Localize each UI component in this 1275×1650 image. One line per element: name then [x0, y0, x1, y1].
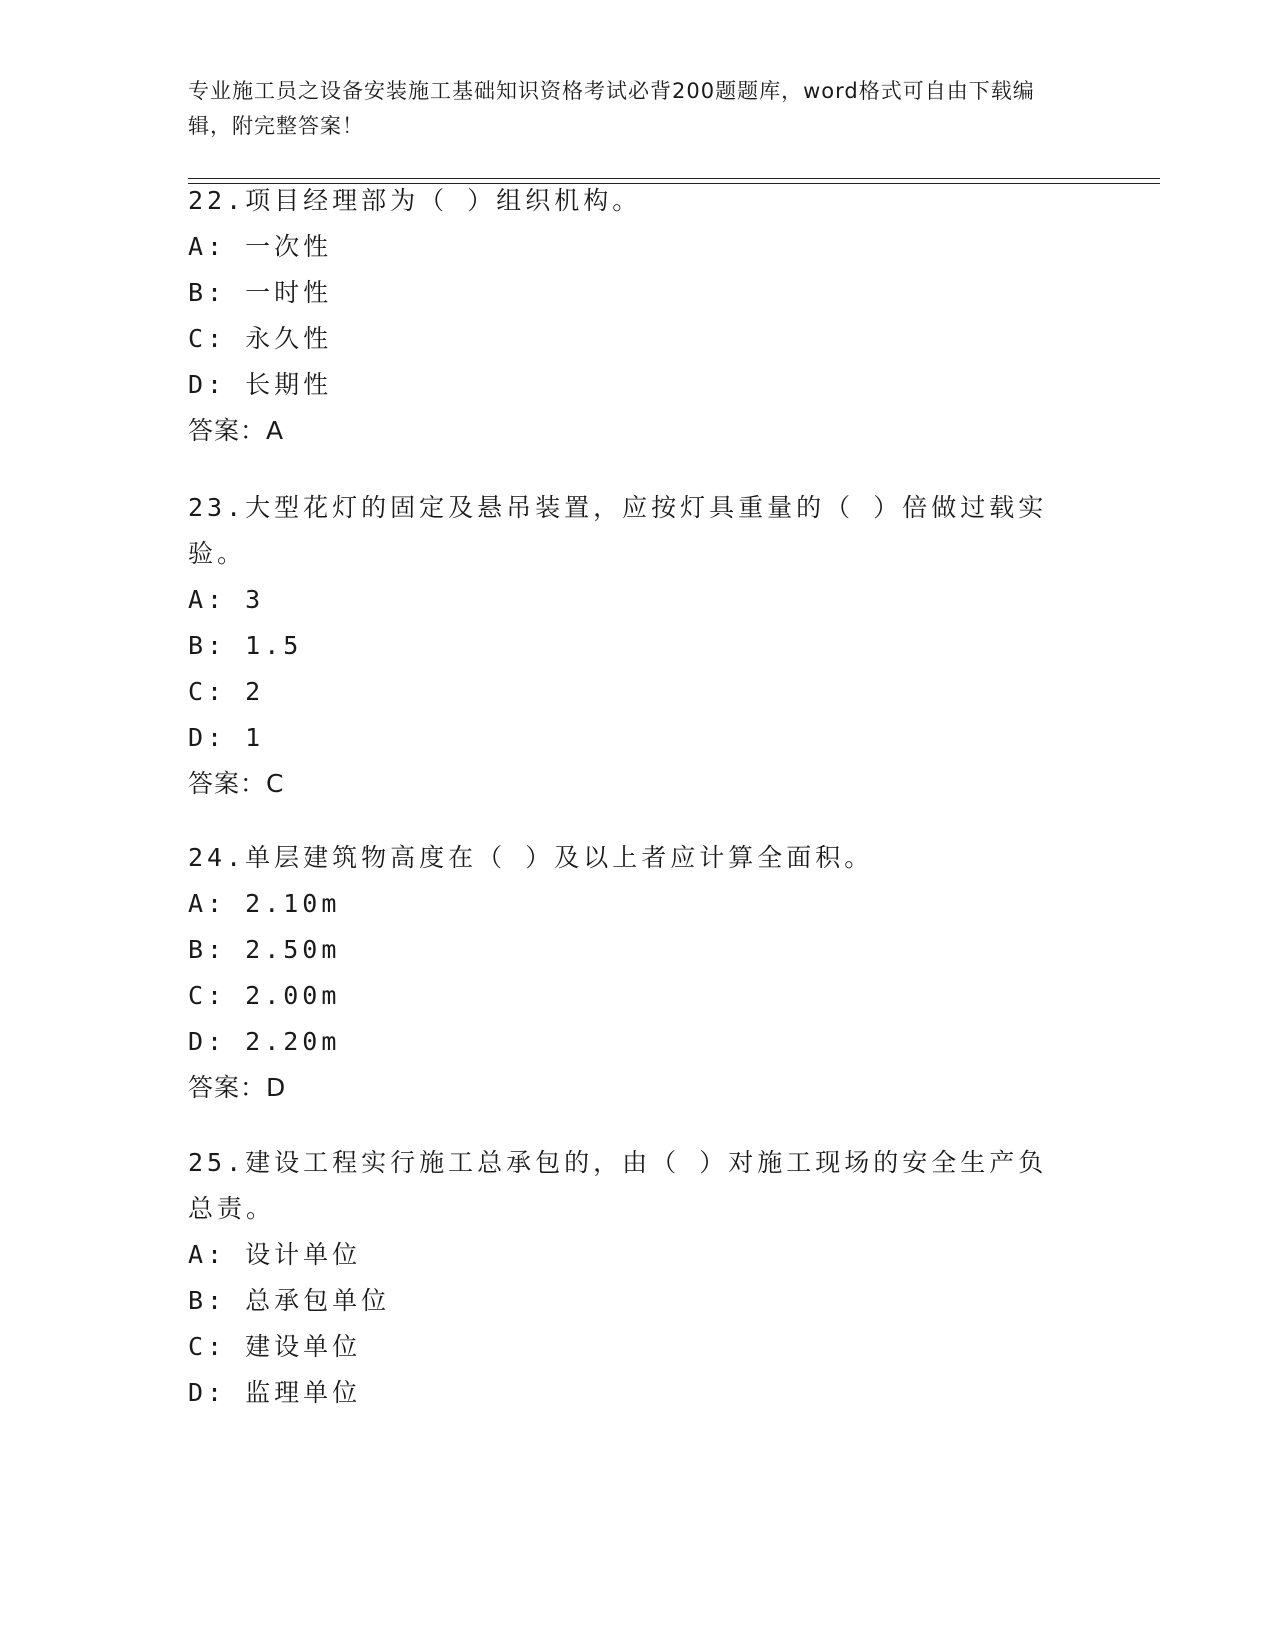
- option-c: C: 建设单位: [188, 1332, 362, 1361]
- option-b: B: 一时性: [188, 278, 333, 307]
- option-d: D: 1: [188, 723, 265, 752]
- option-d: D: 长期性: [188, 370, 333, 399]
- document-header: 专业施工员之设备安装施工基础知识资格考试必背200题题库，word格式可自由下载编辑，附完整答案！: [188, 79, 1035, 138]
- answer: 答案：C: [188, 769, 285, 798]
- option-a: A: 一次性: [188, 232, 333, 261]
- question-25: [188, 1140, 1068, 1416]
- option-b: B: 1.5: [188, 631, 303, 660]
- question-stem: 22.项目经理部为（ ）组织机构。: [188, 186, 642, 215]
- option-b: B: 总承包单位: [188, 1286, 391, 1315]
- option-d: D: 2.20m: [188, 1027, 341, 1056]
- option-c: C: 永久性: [188, 324, 333, 353]
- question-23: [188, 485, 1068, 807]
- answer: 答案：A: [188, 416, 285, 445]
- option-a: A: 设计单位: [188, 1240, 362, 1269]
- option-a: A: 3: [188, 585, 265, 614]
- option-c: C: 2.00m: [188, 981, 341, 1010]
- answer: 答案：D: [188, 1073, 287, 1102]
- question-stem: 23.大型花灯的固定及悬吊装置，应按灯具重量的（ ）倍做过载实验。: [188, 493, 1048, 568]
- option-b: B: 2.50m: [188, 935, 341, 964]
- question-24: [188, 835, 1068, 1111]
- question-22: [188, 178, 1068, 454]
- question-stem: 25.建设工程实行施工总承包的，由（ ）对施工现场的安全生产负总责。: [188, 1148, 1048, 1223]
- question-stem: 24.单层建筑物高度在（ ）及以上者应计算全面积。: [188, 843, 874, 872]
- option-d: D: 监理单位: [188, 1378, 362, 1407]
- option-c: C: 2: [188, 677, 265, 706]
- option-a: A: 2.10m: [188, 889, 341, 918]
